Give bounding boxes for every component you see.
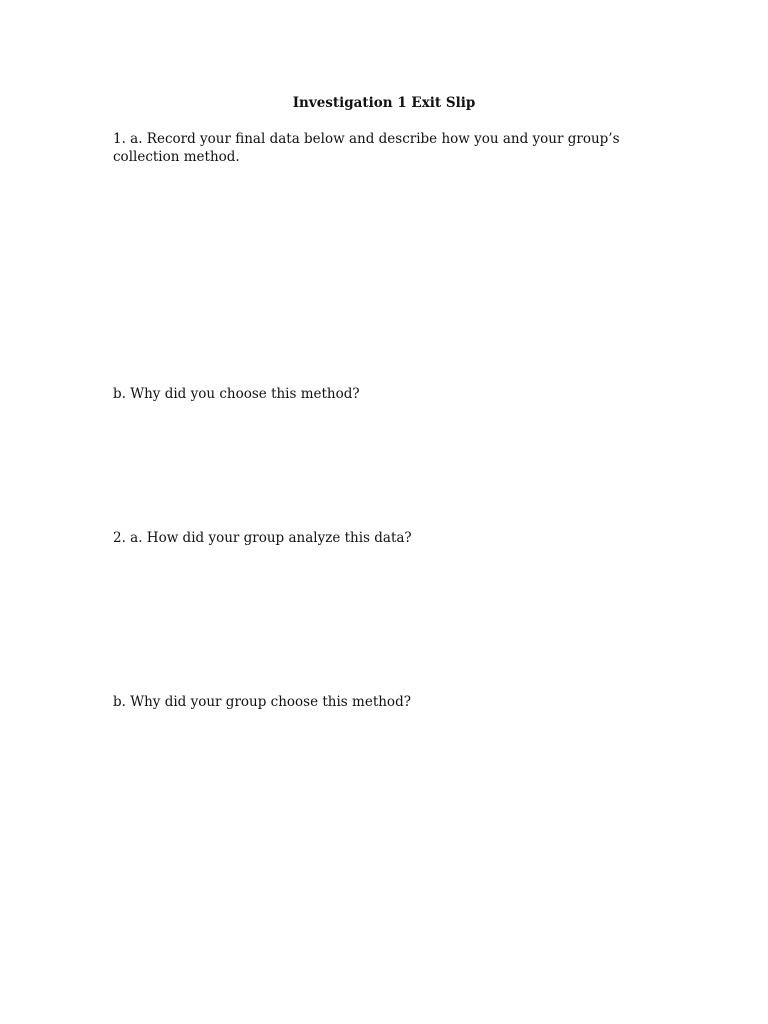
document-title: Investigation 1 Exit Slip	[292, 95, 476, 111]
question-2b: b. Why did your group choose this method?	[113, 694, 411, 710]
question-2a: 2. a. How did your group analyze this data?	[113, 530, 412, 546]
question-1a: 1. a. Record your final data below and describe how you and your group’s collection method.	[113, 131, 620, 165]
question-1b: b. Why did you choose this method?	[113, 386, 360, 402]
